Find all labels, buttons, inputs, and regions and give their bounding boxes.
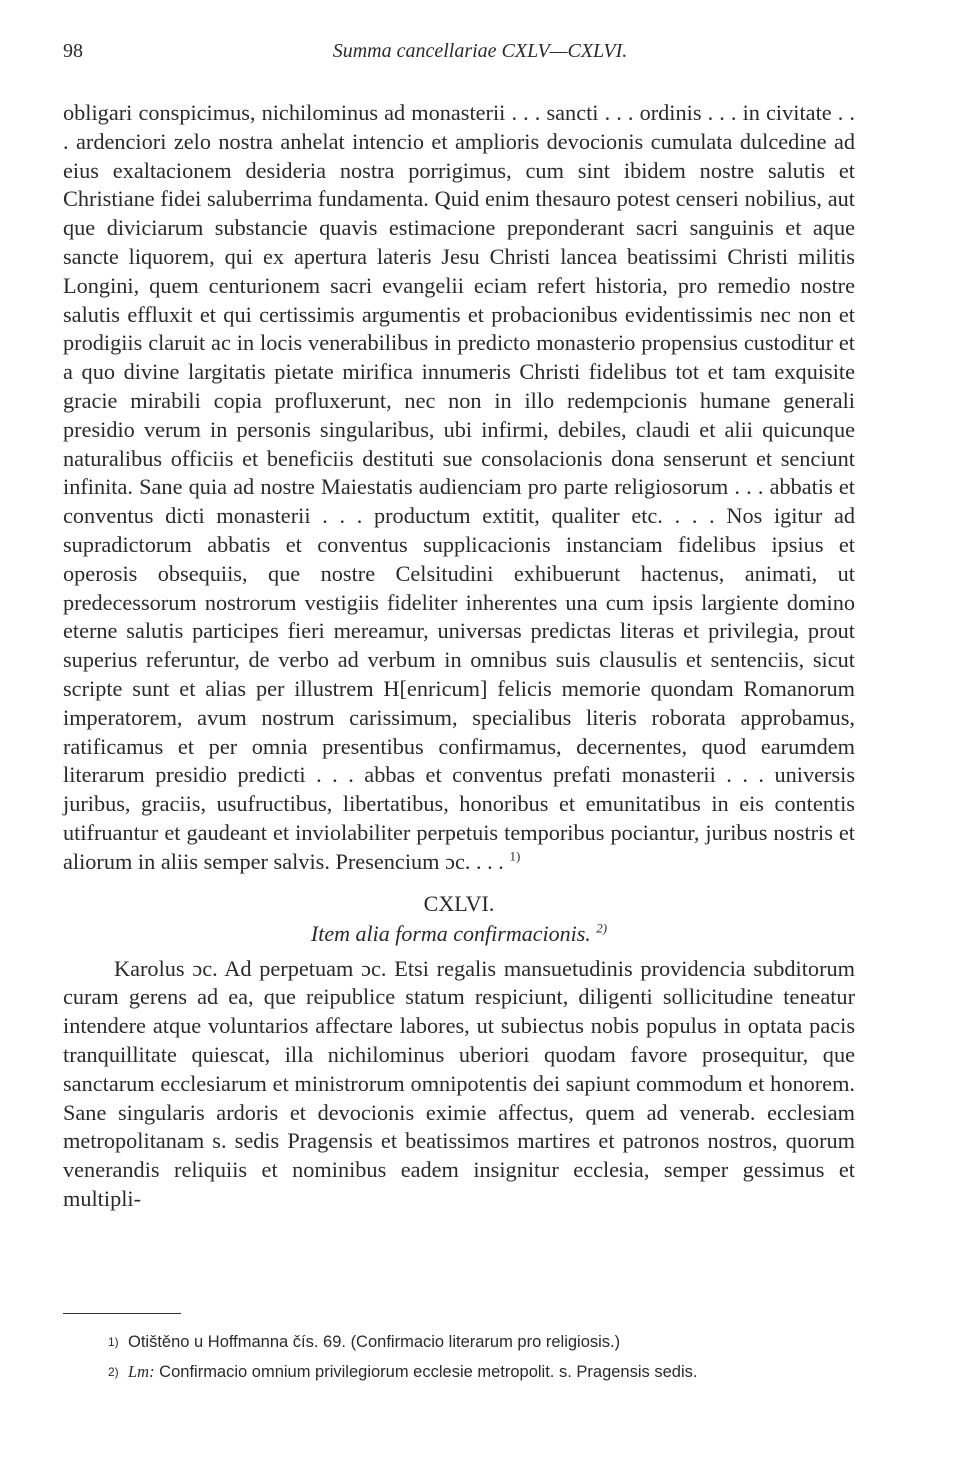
footnote-1: [108, 1327, 868, 1357]
footnote-2: [108, 1357, 868, 1387]
footnote-text: Otištěno u Hoffmanna čís. 69. (Confirmacio literarum pro religiosis.): [128, 1333, 621, 1351]
paragraph-text: obligari conspicimus, nichilominus ad monasterii . . . sancti . . . ordinis . . . in civitate . . . ardenciori zelo nostra anhelat intencio et amplioris devocionis cumulata dulcedine ad eius exaltacionem desideria nostra porrigimus, cum sint ibidem nostre salutis et Christiane fidei saluberrima fundamenta. Quid enim thesauro potest censeri nobilius, aut que diviciarum substancie quavis estimacione preponderant sacri sanguinis et aque sancte liquorem, qui ex apertura lateris Jesu Christi lancea beatissimi Christi militis Longini, quem centurionem sacri evangelii eciam refert historia, pro remedio nostre salutis effluxit et qui certissimis argumentis et probacionibus evidentissimis nec non et prodigiis claruit ac in locis venerabilibus in predicto monasterio propensius custoditur et a quo divine largitatis pietate mirifica innumeris Christi fidelibus tot et tam exquisite gracie mirabili copia profluxerunt, nec non in illo redempcionis humane generali presidio verum in personis singularibus, ubi infirmi, debiles, claudi et alii quicunque naturalibus officiis et beneficiis destituti sue consolacionis dona senserunt et senciunt infinita. Sane quia ad nostre Maiestatis audienciam pro parte religiosorum . . . abbatis et conventus dicti monasterii . . . productum extitit, qualiter etc. . . . Nos igitur ad supradictorum abbatis et conventus supplicacionis instanciam fidelibus ipsius et operosis obsequiis, que nostre Celsitudini exhibuerunt hactenus, animati, ut predecessorum nostrorum vestigiis fideliter inherentes una cum ipsis largiente domino eterne salutis participes fieri mereamur, universas predictas literas et privilegia, prout superius referuntur, de verbo ad verbum in omnibus suis clausulis et sentenciis, sicut scripte sunt et alias per illustrem H[enricum] felicis memorie quondam Romanorum imperatorem, avum nostrum carissimum, specialibus literis roborata approbamus, ratificamus et per omnia presentibus confirmamus, decernentes, quod earumdem literarum presidio predicti . . . abbas et conventus prefati monasterii . . . universis juribus, graciis, usufructibus, libertatibus, honoribus et emunitatibus in eis contentis utifruantur et gaudeant et inviolabiliter perpetuis temporibus pociantur, juribus nostris et aliorum in aliis semper salvis. Presencium ɔc. . . .: [63, 100, 855, 874]
paragraph-cxlv-continuation: [63, 99, 855, 877]
section-number: CXLVI.: [423, 890, 495, 916]
section-title: [63, 919, 855, 949]
page-number: 98: [63, 40, 83, 62]
footnote-mark: 1): [108, 1335, 119, 1349]
footnote-ref-1: 1): [509, 848, 521, 864]
main-text: [63, 99, 855, 1214]
footnotes: [108, 1327, 868, 1387]
footnote-divider: [63, 1313, 181, 1314]
footnote-text: Confirmacio omnium privilegiorum ecclesie metropolit. s. Pragensis sedis.: [154, 1363, 698, 1381]
page-header: [63, 40, 897, 70]
paragraph-cxlvi: Karolus ɔc. Ad perpetuam ɔc. Etsi regalis mansuetudinis providencia subditorum curam gerens ad ea, que reipublice statum respiciunt, diligenti sollicitudine teneatur intendere atque voluntarios affectare labores, ut subiectus nobis populus in optata pacis tranquillitate quiescat, illa nichilominus uberiori quodam favore prosequitur, que sanctarum ecclesiarum et ministrorum omnipotentis dei sapiunt commodum et honorem. Sane singularis ardoris et devocionis eximie affectus, quem ad venerab. ecclesiam metropolitanam s. sedis Pragensis et beatissimos martires et patronos nostros, quorum venerandis reliquiis et nominibus eadem insignitur ecclesia, semper gessimus et multipli-: [63, 955, 855, 1211]
footnote-ref-2: 2): [596, 920, 608, 936]
footnote-siglum: Lm:: [128, 1362, 155, 1381]
footnote-mark: 2): [108, 1365, 119, 1379]
section-title-text: Item alia forma confirmacionis.: [310, 920, 591, 946]
running-title: Summa cancellariae CXLV—CXLVI.: [332, 40, 628, 62]
